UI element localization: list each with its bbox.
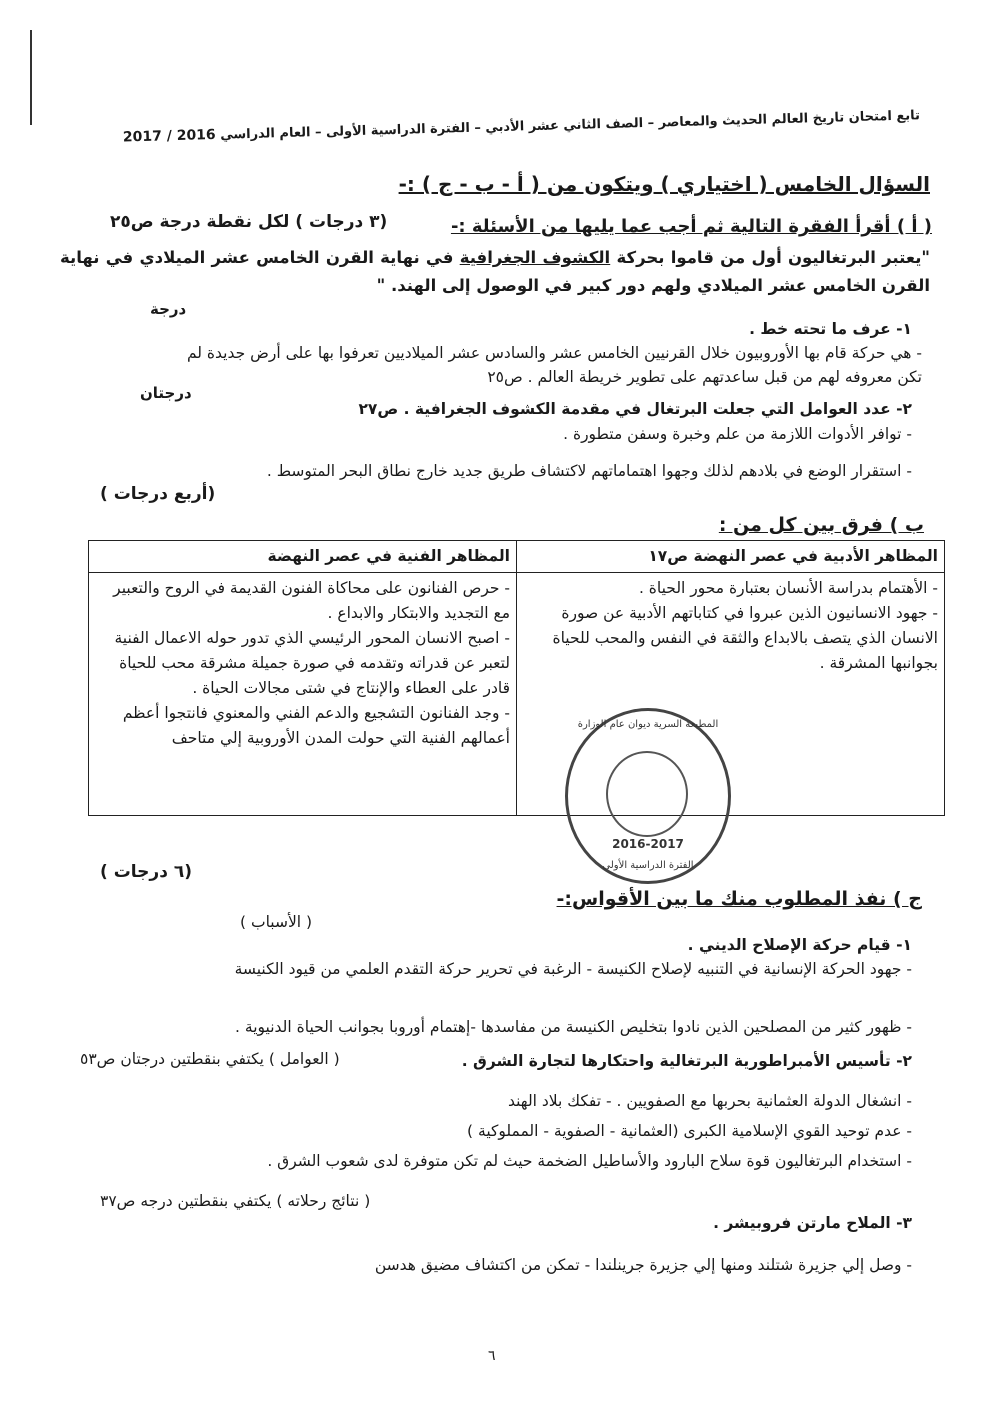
literary-point: - الأهتمام بدراسة الأنسان بعتبارة محور الحياة . bbox=[638, 579, 938, 597]
item2-line1: - انشغال الدولة العثمانية بحربها مع الصفويين . - تفكك بلاد الهند bbox=[507, 1092, 912, 1110]
stamp-arc-text: المطبعة السرية ديوان عام الوزارة bbox=[577, 719, 719, 730]
official-stamp bbox=[565, 708, 731, 884]
table-header-row bbox=[89, 541, 945, 573]
header-text: تابع امتحان تاريخ العالم الحديث والمعاصر – الصف الثاني عشر الأدبي – الفترة الدراسية الأولى – العام الدراسي bbox=[220, 108, 921, 143]
question-title: السؤال الخامس ( اختياري ) ويتكون من ( أ - ب - ج ) :- bbox=[398, 172, 930, 196]
literary-point: - جهود الانسانيون الذين عبروا في كتاباتهم الأدبية عن صورة الانسان الذي يتصف بالابداع والثقة في النفس والمحب للحياة بجوانبها المشرقة . bbox=[552, 604, 938, 672]
item1-line2: - ظهور كثير من المصلحين الذين نادوا بتخليص الكنيسة من مفاسدها -إهتمام أوروبا بجوانب الحياة الدنيوية . bbox=[235, 1018, 912, 1036]
quote-end: في نهاية القرن الخامس عشر الميلادي في نهاية القرن الخامس عشر الميلادي ولهم دور كبير في الوصول إلى الهند. " bbox=[60, 248, 930, 295]
item3-title: ٣- الملاح مارتن فروبيشر . bbox=[713, 1214, 912, 1232]
item1-title: ١- قيام حركة الإصلاح الديني . bbox=[687, 936, 912, 954]
part-c-label: ج ) نفذ المطلوب منك ما بين الأقواس:- bbox=[556, 888, 922, 910]
header-year: 2016 / 2017 bbox=[122, 126, 216, 146]
quote-term: الكشوف الجغرافية bbox=[459, 248, 611, 267]
part-b-grade: (أربع درجات ) bbox=[100, 484, 216, 504]
table-body-row bbox=[89, 573, 945, 816]
margin-line bbox=[30, 30, 32, 125]
q2-title: ٢- عدد العوامل التي جعلت البرتغال في مقدمة الكشوف الجغرافية . ص٢٧ bbox=[358, 400, 912, 418]
col-literary-header: المظاهر الأدبية في عصر النهضة ص١٧ bbox=[517, 541, 945, 573]
stamp-lower-text: الفترة الدراسية الأولى bbox=[602, 860, 694, 871]
artistic-point: - حرص الفنانون على محاكاة الفنون القديمة في الروح والتعبير مع التجديد والابتكار والابداع . bbox=[113, 579, 510, 622]
causes-tag: ( الأسباب ) bbox=[240, 913, 313, 931]
comparison-table bbox=[88, 540, 945, 816]
exam-header bbox=[122, 107, 921, 146]
a1-line2: تكن معروفه لهم من قبل ساعدتهم على تطوير خريطة العالم . ص٢٥ bbox=[487, 368, 922, 386]
a1-line1: - هي حركة قام بها الأوروبيون خلال القرنيين الخامس عشر والسادس عشر الميلاديين تعرفوا بها على أرض جديدة لم bbox=[186, 344, 922, 362]
part-b-label: ب ) فرق بين كل من : bbox=[718, 514, 924, 536]
part-a-label: ( أ ) أقرأ الفقرة التالية ثم أجب عما يليها من الأسئلة :- bbox=[450, 216, 932, 237]
part-a-grade: (٣ درجات ) لكل نقطة درجة ص٢٥ bbox=[110, 212, 388, 232]
artistic-point: - وجد الفنانون التشجيع والدعم الفني والمعنوي فانتجوا أعظم أعمالهم الفنية التي حولت المدن الأوروبية إلي متاحف bbox=[122, 704, 510, 747]
part-a-quote bbox=[60, 244, 930, 300]
item1-line1: - جهود الحركة الإنسانية في التنبيه لإصلاح الكنيسة - الرغبة في تحرير حركة التقدم العلمي من قيود الكنيسة bbox=[234, 960, 912, 978]
stamp-emblem bbox=[606, 751, 688, 837]
item2-line2: - عدم توحيد القوي الإسلامية الكبرى (العثمانية - الصفوية - المملوكية ) bbox=[467, 1122, 912, 1140]
page-number: ٦ bbox=[488, 1348, 496, 1364]
part-c-grade: (٦ درجات ) bbox=[100, 862, 193, 882]
artistic-point: - اصبح الانسان المحور الرئيسي الذي تدور حوله الاعمال الفنية لتعبر عن قدراته وتقدمه في صورة جميلة مشرقة محب للحياة قادر على العطاء والإنتاج في شتى مجالات الحياة . bbox=[114, 629, 510, 697]
item3-tag: ( نتائج رحلاته ) يكتفي بنقطتين درجه ص٣٧ bbox=[100, 1192, 371, 1210]
item2-tag: ( العوامل ) يكتفي بنقطتين درجتان ص٥٣ bbox=[80, 1050, 340, 1068]
grade-two: درجتان bbox=[140, 384, 192, 402]
a2-line1: - توافر الأدوات اللازمة من علم وخبرة وسفن متطورة . bbox=[563, 425, 912, 443]
item2-title: ٢- تأسيس الأمبراطورية البرتغالية واحتكارها لتجارة الشرق . bbox=[461, 1052, 912, 1070]
grade-one: درجة bbox=[150, 300, 187, 318]
a2-line2: - استقرار الوضع في بلادهم لذلك وجهوا اهتماماتهم لاكتشاف طريق جديد خارج نطاق البحر المتوسط . bbox=[266, 462, 912, 480]
stamp-years: 2016-2017 bbox=[612, 837, 684, 851]
item3-line1: - وصل إلي جزيرة شتلند ومنها إلي جزيرة جرينلندا - تمكن من اكتشاف مضيق هدسن bbox=[374, 1256, 912, 1274]
quote-start: "يعتبر البرتغاليون أول من قاموا بحركة bbox=[616, 248, 930, 267]
artistic-cell bbox=[89, 573, 517, 816]
item2-line3: - استخدام البرتغاليون قوة سلاح البارود والأساطيل الضخمة حيث لم تكن متوفرة لدى شعوب الشرق . bbox=[267, 1152, 912, 1170]
col-artistic-header: المظاهر الفنية في عصر النهضة bbox=[89, 541, 517, 573]
q1-title: ١- عرف ما تحته خط . bbox=[749, 320, 912, 338]
